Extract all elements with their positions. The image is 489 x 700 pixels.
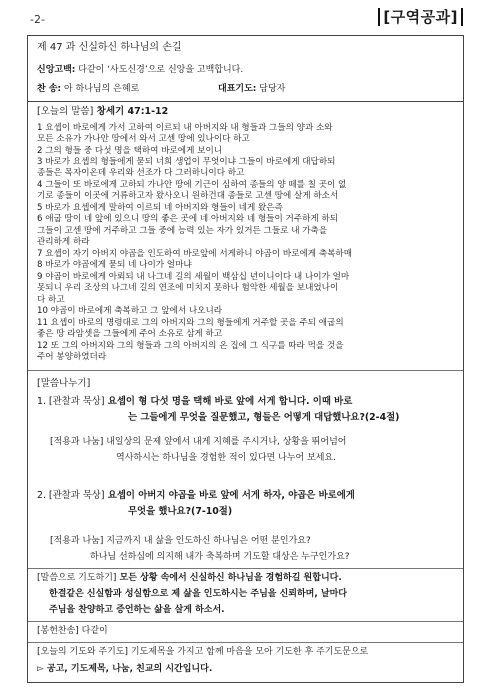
- verse-line: 12 또 그의 아버지와 그의 형들과 그의 아버지의 온 집에 그 식구를 따라 먹을 것을: [37, 341, 344, 351]
- lesson-frame: [27, 35, 464, 683]
- hymn-label: 찬 송:: [37, 84, 62, 94]
- apply-1-line2: 역사하시는 하나님을 경험한 적이 있다면 나누어 보세요.: [116, 453, 336, 463]
- verse-line: 7 요셉이 자기 아버지 야곱을 인도하여 바로앞에 서게하니 야곱이 바로에게 축복하매: [37, 249, 353, 259]
- verse-line: 관리하게 하라: [37, 237, 90, 247]
- group-prayer-closing: 공고, 기도제목, 나눔, 친교의 시간입니다.: [46, 664, 213, 674]
- offering-text: 다같이: [78, 626, 108, 636]
- question-2: [37, 490, 355, 501]
- verse-line: 4 그들이 또 바로에게 고하되 가나안 땅에 기근이 심하여 종들의 양 떼를 칠 곳이 없: [37, 180, 347, 190]
- brand-title: [구역공과]: [378, 8, 463, 26]
- group-prayer-row: [37, 647, 368, 658]
- offering-label: [봉헌찬송]: [37, 626, 79, 636]
- question-2-line1: 요셉이 아버지 야곱을 바로 앞에 서게 하자, 야곱은 바로에게: [104, 490, 355, 501]
- question-1-line1: 요셉이 형 다섯 명을 택해 바로 앞에 서게 합니다. 이때 바로: [104, 396, 353, 407]
- arrow-right-icon: ▻: [37, 664, 44, 674]
- section-divider: [28, 370, 463, 371]
- verse-line: 그들이 고센 땅에 거주하고 그들 중에 능력 있는 자가 있거든 그들로 내 가축을: [37, 226, 328, 236]
- confession-row: [37, 65, 243, 76]
- passage-heading: [37, 106, 168, 117]
- apply-2-line1: 지금까지 내 삶을 인도하신 하나님은 어떤 분인가요?: [103, 536, 311, 546]
- question-1: [37, 396, 352, 407]
- verse-line: 8 바로가 야곱에게 묻되 네 나이가 얼마냐: [37, 260, 192, 270]
- verse-line: 1 요셉이 바로에게 가서 고하여 이르되 내 아버지와 내 형들과 그들의 양과 소와: [37, 123, 333, 133]
- verse-line: 6 애굽 땅이 네 앞에 있으니 땅의 좋은 곳에 네 아버지와 네 형들이 거주하게 하되: [37, 214, 339, 224]
- closing-prayer-line3: 주님을 찬양하고 증언하는 삶을 살게 하소서.: [49, 605, 225, 615]
- question-2-prefix: 2. [관찰과 묵상]: [37, 490, 105, 501]
- closing-prayer-line1: 모든 상황 속에서 신실하신 하나님을 경험하길 원합니다.: [116, 573, 342, 583]
- apply-2-label: [적용과 나눔]: [50, 536, 104, 546]
- prayer-row: [218, 84, 285, 95]
- closing-prayer-label: [말씀으로 기도하기]: [37, 573, 117, 583]
- question-2-cont: [128, 506, 232, 517]
- prayer-text: 담당자: [256, 84, 286, 94]
- closing-prayer-row: [37, 573, 342, 584]
- verse-line: 좋은 땅 라암셋을 그들에게 주어 소유로 삼게 하고: [37, 329, 223, 339]
- offering-row: [37, 626, 108, 637]
- question-1-prefix: 1. [관찰과 묵상]: [37, 396, 105, 407]
- apply-2: [50, 536, 311, 547]
- confession-text: 다같이 ‘사도신경’으로 신앙을 고백합니다.: [75, 65, 244, 75]
- apply-1-line1: 내일상의 문제 앞에서 내게 지혜를 주시거나, 상황을 뛰어넘어: [103, 437, 347, 447]
- verse-line: 다 하고: [37, 295, 65, 305]
- verse-line: 주어 봉양하였더라: [37, 352, 107, 362]
- apply-2-line2: 하나님 선하심에 의지해 내가 축복하며 기도할 대상은 누구인가요?: [90, 552, 350, 562]
- section-divider: [28, 642, 463, 643]
- verse-line: 10 야곱이 바로에게 축복하고 그 앞에서 나오니라: [37, 306, 223, 316]
- hymn-text: 아 하나님의 은혜로: [61, 84, 140, 94]
- section-divider: [28, 568, 463, 569]
- verse-line: 2 그의 형들 중 다섯 명을 택하여 바로에게 보이니: [37, 146, 223, 156]
- verse-line: 9 야곱이 바로에게 아뢰되 내 나그네 길의 세월이 백삼십 년이니이다 내 나이가 얼마: [37, 272, 350, 282]
- verse-line: 11 요셉이 바로의 명령대로 그의 아버지와 그의 형들에게 거주할 곳을 주되 애굽의: [37, 318, 344, 328]
- verse-line: 기로 종들이 이곳에 거류하고자 왔사오니 원하건대 종들로 고센 땅에 살게 하소서: [37, 191, 339, 201]
- apply-1: [50, 437, 346, 448]
- passage-reference: 창세기 47:1-12: [93, 106, 169, 117]
- verse-line: 모든 소유가 가나안 땅에서 와서 고센 땅에 있나이다 하고: [37, 134, 250, 144]
- sharing-label: [말씀나누기]: [37, 378, 91, 389]
- verse-line: 3 바로가 요셉의 형들에게 묻되 너희 생업이 무엇이냐 그들이 바로에게 대답하되: [37, 157, 336, 167]
- apply-1-label: [적용과 나눔]: [50, 437, 104, 447]
- group-prayer-label: [오늘의 기도와 주기도]: [37, 647, 128, 657]
- section-divider: [28, 621, 463, 622]
- verse-line: 5 바로가 요셉에게 말하여 이르되 네 아버지와 형들이 네게 왔은즉: [37, 203, 283, 213]
- question-1-line2: 는 그들에게 무엇을 질문했고, 형들은 어떻게 대답했나요?(2-4절): [128, 412, 400, 423]
- verse-line: 못되니 우리 조상의 나그네 길의 연조에 미치지 못하나 험악한 세월을 보내었나이: [37, 283, 339, 293]
- lesson-title: 제 47 과 신실하신 하나님의 손길: [37, 42, 182, 53]
- hymn-row: [37, 84, 139, 95]
- lesson-header: [28, 36, 463, 102]
- passage-label: [오늘의 말씀]: [37, 106, 94, 117]
- question-2-line2: 무엇을 했나요?(7-10절): [128, 506, 233, 517]
- group-prayer-closing-row: [37, 664, 212, 675]
- page-number: -2-: [30, 13, 45, 26]
- prayer-label: 대표기도:: [218, 84, 257, 94]
- question-1-cont: [128, 412, 399, 423]
- group-prayer-text: 기도제목을 가지고 함께 마음을 모아 기도한 후 주기도문으로: [128, 647, 369, 657]
- confession-label: 신앙고백:: [37, 65, 76, 75]
- verse-line: 종들은 목자이온데 우리와 선조가 다 그러하니이다 하고: [37, 168, 245, 178]
- closing-prayer-line2: 한결같은 신실함과 성실함으로 제 삶을 인도하시는 주님을 신뢰하며, 날마다: [49, 589, 348, 599]
